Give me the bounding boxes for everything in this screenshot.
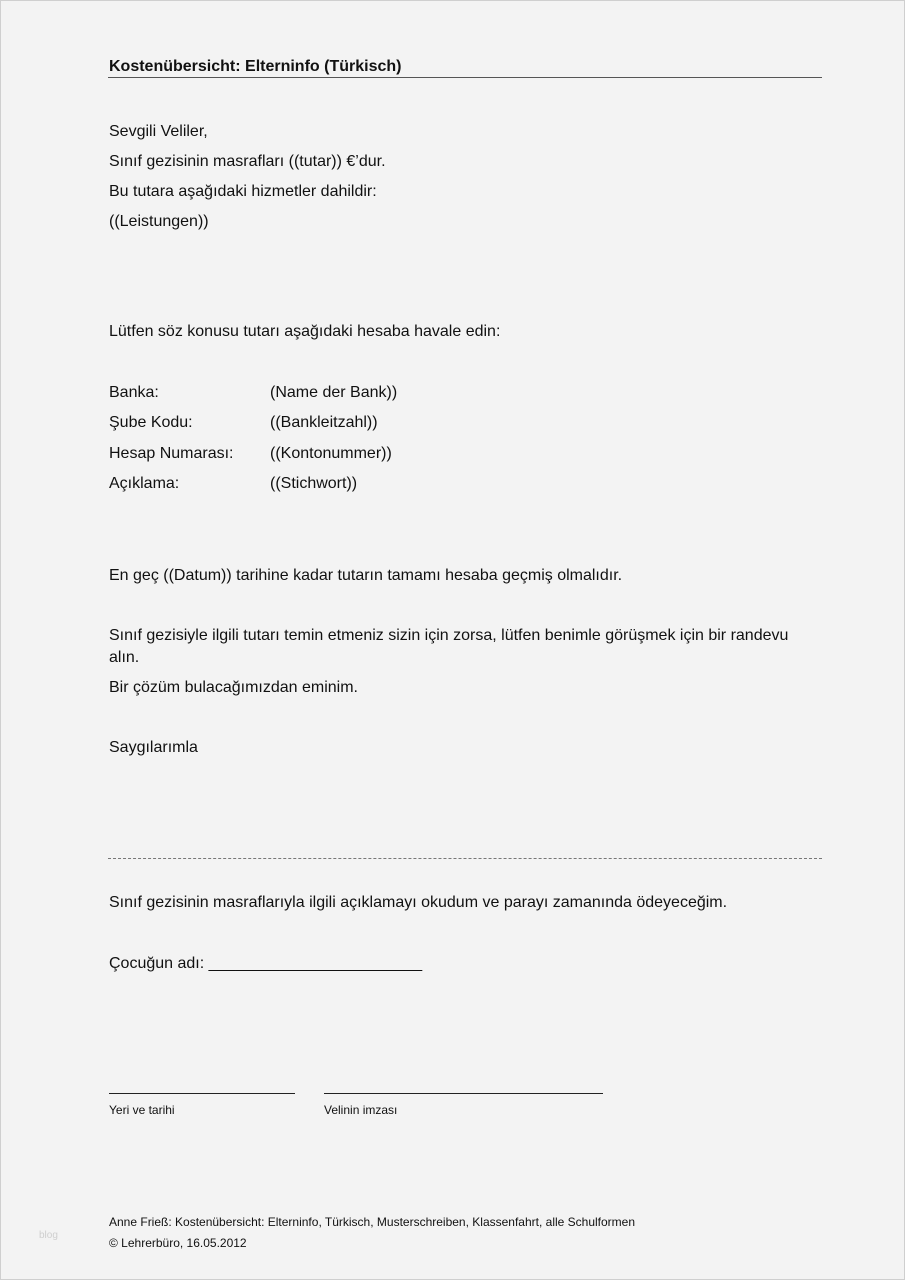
branch-code-label: Şube Kodu:: [109, 414, 193, 431]
signature-line: [324, 1093, 603, 1094]
reference-value: ((Stichwort)): [270, 475, 358, 492]
transfer-instruction: Lütfen söz konusu tutarı aşağıdaki hesaba havale edin:: [109, 323, 501, 340]
footer-copyright: © Lehrerbüro, 16.05.2012: [109, 1236, 247, 1250]
reference-label: Açıklama:: [109, 475, 180, 492]
help-text-1: Sınıf gezisiyle ilgili tutarı temin etmeniz sizin için zorsa, lütfen benimle görüşmek için bir randevu: [109, 627, 789, 644]
place-date-label: Yeri ve tarihi: [109, 1103, 175, 1117]
branch-code-value: ((Bankleitzahl)): [270, 414, 378, 431]
place-date-line: [109, 1093, 295, 1094]
child-name-field: Çocuğun adı: ________________________: [109, 955, 423, 972]
bank-value: (Name der Bank)): [270, 384, 398, 401]
cost-line: Sınıf gezisinin masrafları ((tutar)) €’dur.: [109, 153, 386, 170]
help-text-3: Bir çözüm bulacağımızdan eminim.: [109, 679, 358, 696]
bank-label: Banka:: [109, 384, 159, 401]
watermark: blog: [39, 1230, 58, 1241]
services-intro: Bu tutara aşağıdaki hizmetler dahildir:: [109, 183, 377, 200]
account-number-label: Hesap Numarası:: [109, 445, 234, 462]
document-title: Kostenübersicht: Elterninfo (Türkisch): [109, 58, 402, 75]
help-text-2: alın.: [109, 649, 140, 666]
greeting: Sevgili Veliler,: [109, 123, 208, 140]
services-placeholder: ((Leistungen)): [109, 213, 209, 230]
cut-line: [108, 858, 822, 859]
account-number-value: ((Kontonummer)): [270, 445, 392, 462]
signature-label: Velinin imzası: [324, 1103, 398, 1117]
deadline-text: En geç ((Datum)) tarihine kadar tutarın tamamı hesaba geçmiş olmalıdır.: [109, 567, 623, 584]
title-rule: [108, 77, 822, 78]
footer-credit: Anne Frieß: Kostenübersicht: Elterninfo, Türkisch, Musterschreiben, Klassenfahrt, alle Schulformen: [109, 1215, 636, 1229]
closing: Saygılarımla: [109, 739, 198, 756]
slip-statement: Sınıf gezisinin masraflarıyla ilgili açıklamayı okudum ve parayı zamanında ödeyeceğim.: [109, 894, 728, 911]
